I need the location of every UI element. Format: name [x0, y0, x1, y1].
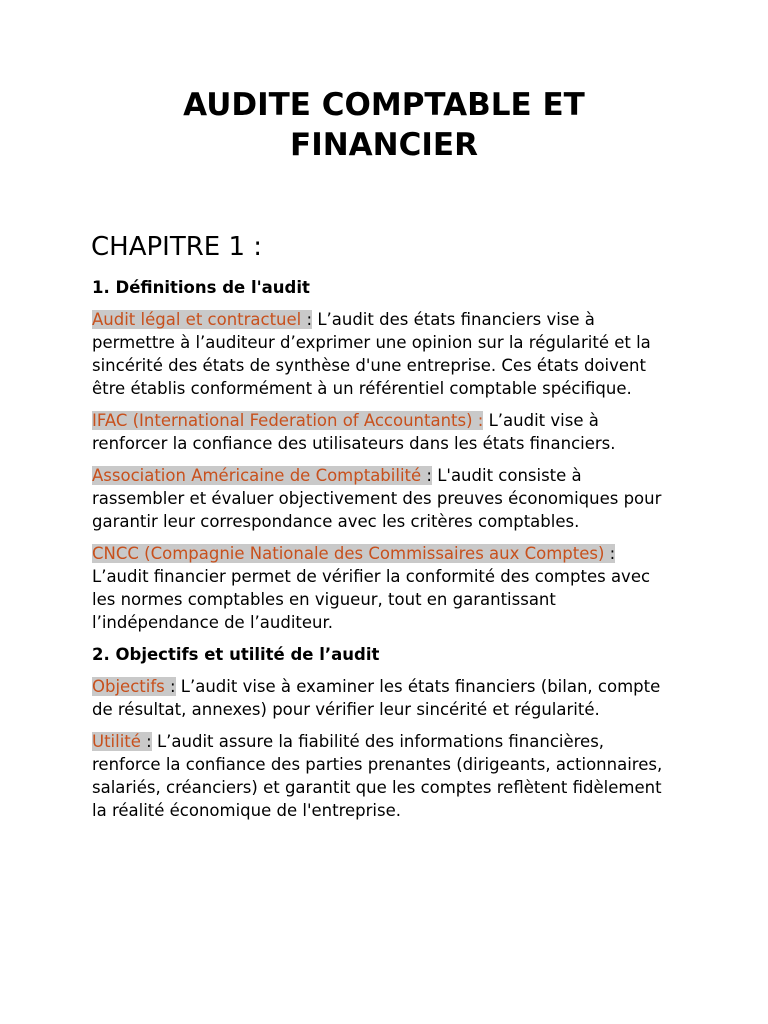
term-utilite: Utilité: [92, 732, 141, 751]
definition-aac: [92, 464, 677, 533]
paragraph-text: L’audit vise à examiner les états financiers (bilan, compte de résultat, annexes) pour vérifier leur sincérité et régularité.: [92, 677, 661, 719]
definition-cncc: [92, 542, 677, 634]
term-separator: :: [164, 677, 176, 696]
document-title: AUDITE COMPTABLE ET FINANCIER: [183, 87, 585, 163]
term-audit-legal: Audit légal et contractuel: [92, 310, 302, 329]
definition-ifac: [92, 409, 677, 455]
term-cncc: CNCC (Compagnie Nationale des Commissaires aux Comptes): [92, 544, 605, 563]
definition-text: L’audit financier permet de vérifier la conformité des comptes avec les normes comptables en vigueur, tout en garantissant l’indépendance de l’auditeur.: [92, 567, 651, 632]
section-heading-objectives: 2. Objectifs et utilité de l’audit: [92, 645, 380, 664]
paragraph-utilite: [92, 730, 677, 822]
term-ifac: IFAC (International Federation of Accountants) :: [92, 411, 484, 430]
document-body: [92, 276, 677, 831]
term-separator: :: [140, 732, 152, 751]
definition-text: L’audit vise à renforcer la confiance des utilisateurs dans les états financiers.: [92, 411, 616, 453]
paragraph-objectifs: [92, 675, 677, 721]
section-heading-definitions: 1. Définitions de l'audit: [92, 278, 310, 297]
term-separator: :: [421, 466, 432, 485]
definition-audit-legal: [92, 308, 677, 400]
term-objectifs: Objectifs: [92, 677, 165, 696]
term-aac: Association Américaine de Comptabilité: [92, 466, 422, 485]
definition-text: L’audit des états financiers vise à permettre à l’auditeur d’exprimer une opinion sur la régularité et la sincérité des états de synthèse d'une entreprise. Ces états doivent être établis conformément à un référentiel comptable spécifique.: [92, 310, 651, 398]
chapter-heading: CHAPITRE 1 :: [91, 232, 263, 262]
definition-text: L'audit consiste à rassembler et évaluer objectivement des preuves économiques pour garantir leur correspondance avec les critères comptables.: [92, 466, 662, 531]
term-separator: :: [604, 544, 616, 563]
paragraph-text: L’audit assure la fiabilité des informations financières, renforce la confiance des parties prenantes (dirigeants, actionnaires, salariés, créanciers) et garantit que les comptes reflètent fidèlement la réalité économique de l'entreprise.: [92, 732, 663, 820]
term-separator: :: [301, 310, 313, 329]
